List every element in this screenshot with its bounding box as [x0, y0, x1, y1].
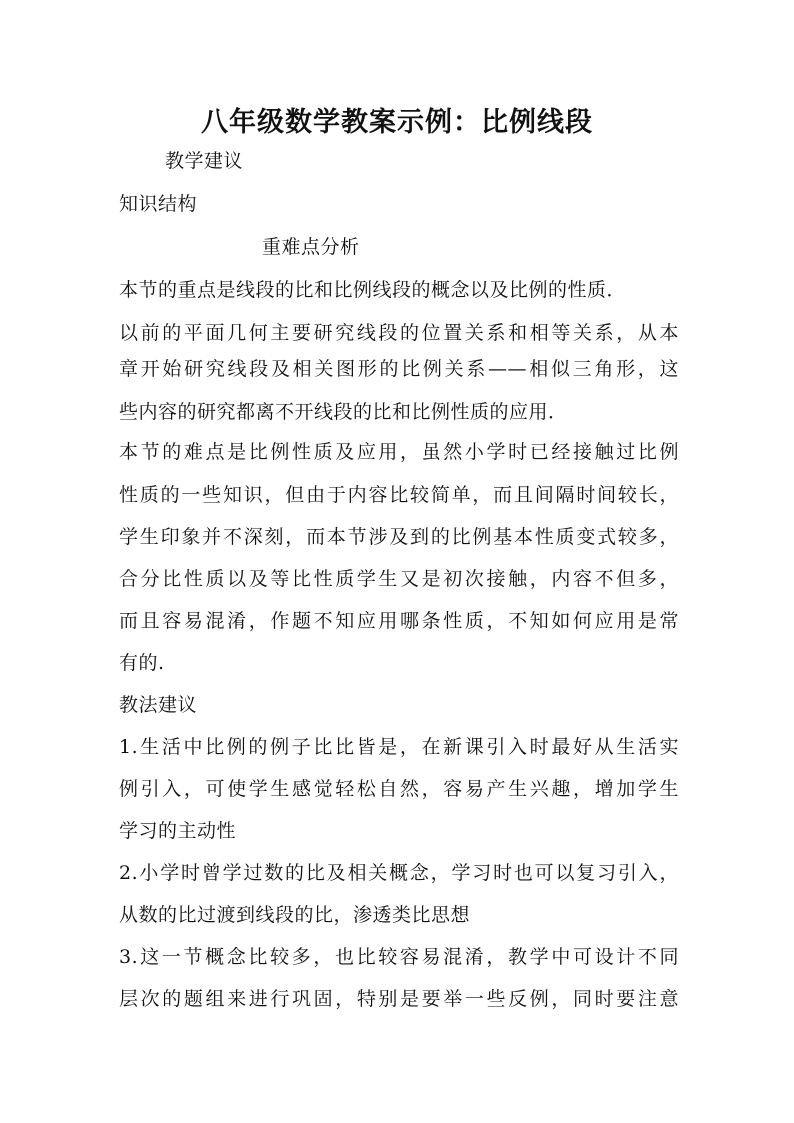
method-item-line: 层次的题组来进行巩固，特别是要举一些反例，同时要注意: [119, 988, 679, 1010]
method-item-line: 学习的主动性: [119, 820, 237, 842]
paragraph-key-points-line: 章开始研究线段及相关图形的比例关系——相似三角形，这: [119, 358, 679, 380]
paragraph-difficult-points-line: 合分比性质以及等比性质学生又是初次接触，内容不但多，: [119, 568, 679, 590]
heading-knowledge-structure: 知识结构: [119, 193, 198, 215]
paragraph-difficult-points-line: 性质的一些知识，但由于内容比较简单，而且间隔时间较长，: [119, 484, 679, 506]
heading-teaching-suggestions: 教学建议: [165, 150, 244, 172]
method-item-line: 从数的比过渡到线段的比，渗透类比思想: [119, 904, 471, 926]
paragraph-key-points-line: 些内容的研究都离不开线段的比和比例性质的应用．: [119, 401, 568, 423]
method-item-line: 1.生活中比例的例子比比皆是，在新课引入时最好从生活实: [119, 736, 679, 758]
method-item-line: 2.小学时曾学过数的比及相关概念，学习时也可以复习引入，: [119, 862, 679, 884]
method-item-line: 3.这一节概念比较多，也比较容易混淆，教学中可设计不同: [119, 946, 679, 968]
heading-key-difficult-points: 重难点分析: [262, 236, 360, 258]
heading-teaching-method-suggestions: 教法建议: [119, 694, 198, 716]
paragraph-difficult-points-line: 学生印象并不深刻，而本节涉及到的比例基本性质变式较多，: [119, 526, 679, 548]
paragraph-difficult-points-line: 本节的难点是比例性质及应用，虽然小学时已经接触过比例: [119, 441, 679, 463]
paragraph-key-points-line: 以前的平面几何主要研究线段的位置关系和相等关系，从本: [119, 322, 679, 344]
method-item-line: 例引入，可使学生感觉轻松自然，容易产生兴趣，增加学生: [119, 778, 679, 800]
paragraph-difficult-points-line: 而且容易混淆，作题不知应用哪条性质，不知如何应用是常: [119, 610, 679, 632]
document-title: 八年级数学教案示例：比例线段: [201, 107, 593, 138]
paragraph-difficult-points-line: 有的.: [119, 652, 165, 674]
paragraph-key-points-line: 本节的重点是线段的比和比例线段的概念以及比例的性质．: [119, 279, 627, 301]
